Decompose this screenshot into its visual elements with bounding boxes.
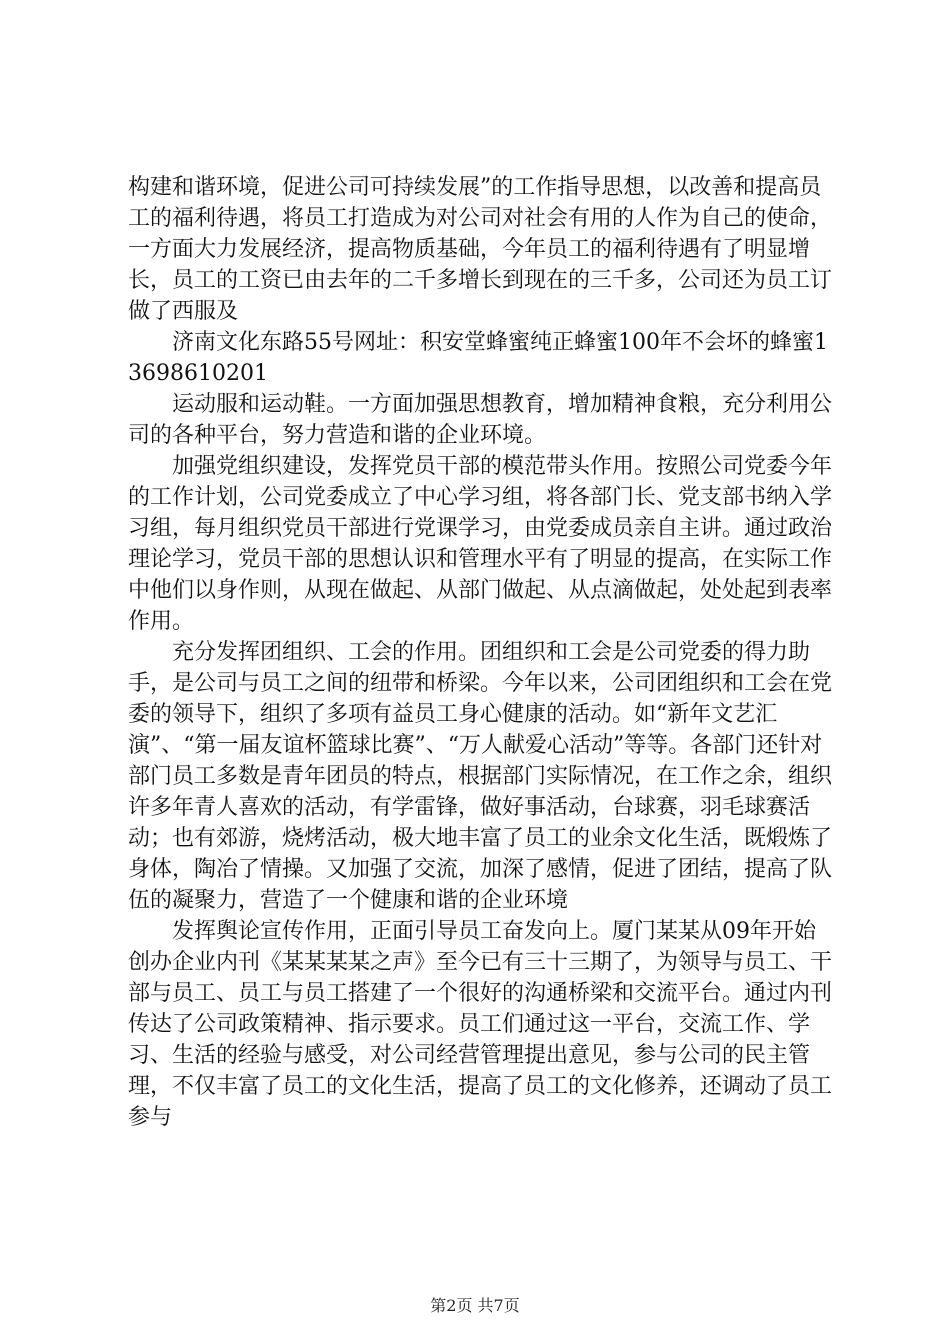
paragraph-publicity: 发挥舆论宣传作用，正面引导员工奋发向上。厦门某某从09年开始创办企业内刊《某某某某之声》至今已有三十三期了，为领导与员工、干部与员工、员工与员工搭建了一个很好的沟通桥梁和交流平台。通过内刊传达了公司政策精神、指示要求。员工们通过这一平台，交流工作、学习、生活的经验与感受，对公司经营管理提出意见，参与公司的民主管理，不仅丰富了员工的文化生活，提高了员工的文化修养，还调动了员工参与 bbox=[128, 919, 833, 1130]
paragraph-league-union: 充分发挥团组织、工会的作用。团组织和工会是公司党委的得力助手，是公司与员工之间的纽带和桥梁。今年以来，公司团组织和工会在党委的领导下，组织了多项有益员工身心健康的活动。如“新年文艺汇演”、“第一届友谊杯篮球比赛”、“万人献爱心活动”等等。各部门还针对部门员工多数是青年团员的特点，根据部门实际情况，在工作之余，组织许多年青人喜欢的活动，有学雷锋，做好事活动，台球赛，羽毛球赛活动；也有郊游，烧烤活动，极大地丰富了员工的业余文化生活，既煅炼了身体，陶冶了情操。又加强了交流，加深了感情，促进了团结，提高了队伍的凝聚力，营造了一个健康和谐的企业环境 bbox=[128, 640, 833, 913]
paragraph-advertisement: 济南文化东路55号网址：积安堂蜂蜜纯正蜂蜜100年不会坏的蜂蜜13698610201 bbox=[128, 330, 828, 386]
page-number-footer: 第2页 共7页 bbox=[430, 1296, 520, 1315]
paragraph-party-building: 加强党组织建设，发挥党员干部的模范带头作用。按照公司党委今年的工作计划，公司党委成立了中心学习组，将各部门长、党支部书纳入学习组，每月组织党员干部进行党课学习，由党委成员亲自主讲。通过政治理论学习，党员干部的思想认识和管理水平有了明显的提高，在实际工作中他们以身作则，从现在做起、从部门做起、从点滴做起，处处起到表率作用。 bbox=[128, 454, 833, 634]
paragraph-continuation: 构建和谐环境，促进公司可持续发展”的工作指导思想，以改善和提高员工的福利待遇，将员工打造成为对公司对社会有用的人作为自己的使命，一方面大力发展经济，提高物质基础，今年员工的福利待遇有了明显增长，员工的工资已由去年的二千多增长到现在的三千多，公司还为员工订做了西服及 bbox=[128, 175, 833, 324]
body-text bbox=[128, 172, 832, 1133]
paragraph-sportswear: 运动服和运动鞋。一方面加强思想教育，增加精神食粮，充分利用公司的各种平台，努力营造和谐的企业环境。 bbox=[128, 392, 833, 448]
